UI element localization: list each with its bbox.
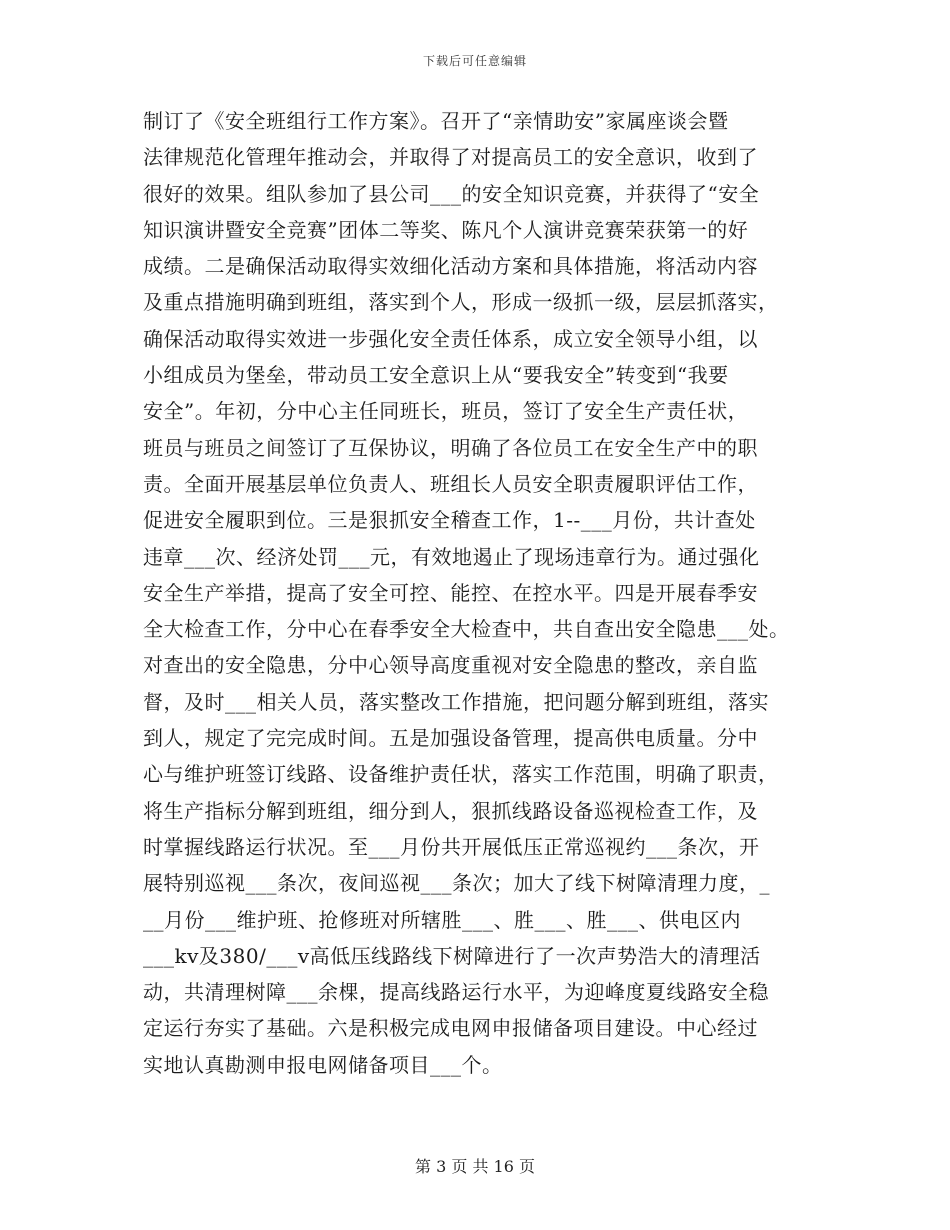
text-line: 确保活动取得实效进一步强化安全责任体系，成立安全领导小组，以 xyxy=(143,326,758,351)
text-line: 安全”。年初，分中心主任同班长，班员，签订了安全生产责任状， xyxy=(143,399,749,424)
text-line: 制订了《安全班组行工作方案》。召开了“亲情助安”家属座谈会暨 xyxy=(143,109,729,133)
text-line: 班员与班员之间签订了互保协议，明确了各位员工在安全生产中的职 xyxy=(143,435,758,460)
page-number: 第 3 页 共 16 页 xyxy=(415,1157,535,1176)
text-line: 责。全面开展基层单位负责人、班组长人员安全职责履职评估工作， xyxy=(143,471,758,496)
text-line: 心与维护班签订线路、设备维护责任状，落实工作范围，明确了职责， xyxy=(143,762,779,787)
text-line: 全大检查工作，分中心在春季安全大检查中，共自查出安全隐患___处。 xyxy=(143,617,790,642)
text-line: 法律规范化管理年推动会，并取得了对提高员工的安全意识，收到了 xyxy=(143,145,758,170)
text-line: 展特别巡视___条次，夜间巡视___条次；加大了线下树障清理力度，_ xyxy=(143,871,770,896)
text-line: 很好的效果。组队参加了县公司___的安全知识竞赛，并获得了“安全 xyxy=(143,181,760,206)
text-line: 将生产指标分解到班组，细分到人，狠抓线路设备巡视检查工作，及 xyxy=(143,798,758,823)
text-line: 督，及时___相关人员，落实整改工作措施，把问题分解到班组，落实 xyxy=(143,689,769,714)
text-line: 安全生产举措，提高了安全可控、能控、在控水平。四是开展春季安 xyxy=(143,580,758,605)
text-line: 成绩。二是确保活动取得实效细化活动方案和具体措施，将活动内容 xyxy=(143,254,758,279)
text-line: 到人，规定了完完成时间。五是加强设备管理，提高供电质量。分中 xyxy=(143,726,758,751)
text-line: 对查出的安全隐患，分中心领导高度重视对安全隐患的整改，亲自监 xyxy=(143,653,758,678)
text-line: 实地认真勘测申报电网储备项目___个。 xyxy=(143,1052,503,1077)
text-line: __月份___维护班、抢修班对所辖胜___、胜___、胜___、供电区内 xyxy=(143,907,741,932)
page-header-note: 下载后可任意编辑 xyxy=(422,54,527,68)
text-line: ___kv及380/___v高低压线路线下树障进行了一次声势浩大的清理活 xyxy=(143,943,761,968)
text-line: 时掌握线路运行状况。至___月份共开展低压正常巡视约___条次，开 xyxy=(143,834,760,859)
text-line: 促进安全履职到位。三是狠抓安全稽查工作，1--___月份，共计查处 xyxy=(143,508,756,533)
document-body xyxy=(143,103,843,1083)
text-line: 及重点措施明确到班组，落实到个人，形成一级抓一级，层层抓落实， xyxy=(143,290,779,315)
text-line: 小组成员为堡垒，带动员工安全意识上从“要我安全”转变到“我要 xyxy=(143,363,729,388)
text-line: 违章___次、经济处罚___元，有效地遏止了现场违章行为。通过强化 xyxy=(143,544,760,569)
text-line: 定运行夯实了基础。六是积极完成电网申报储备项目建设。中心经过 xyxy=(143,1016,758,1041)
text-line: 动，共清理树障___余棵，提高线路运行水平，为迎峰度夏线路安全稳 xyxy=(143,980,769,1005)
text-line: 知识演讲暨安全竞赛”团体二等奖、陈凡个人演讲竞赛荣获第一的好 xyxy=(143,217,749,242)
